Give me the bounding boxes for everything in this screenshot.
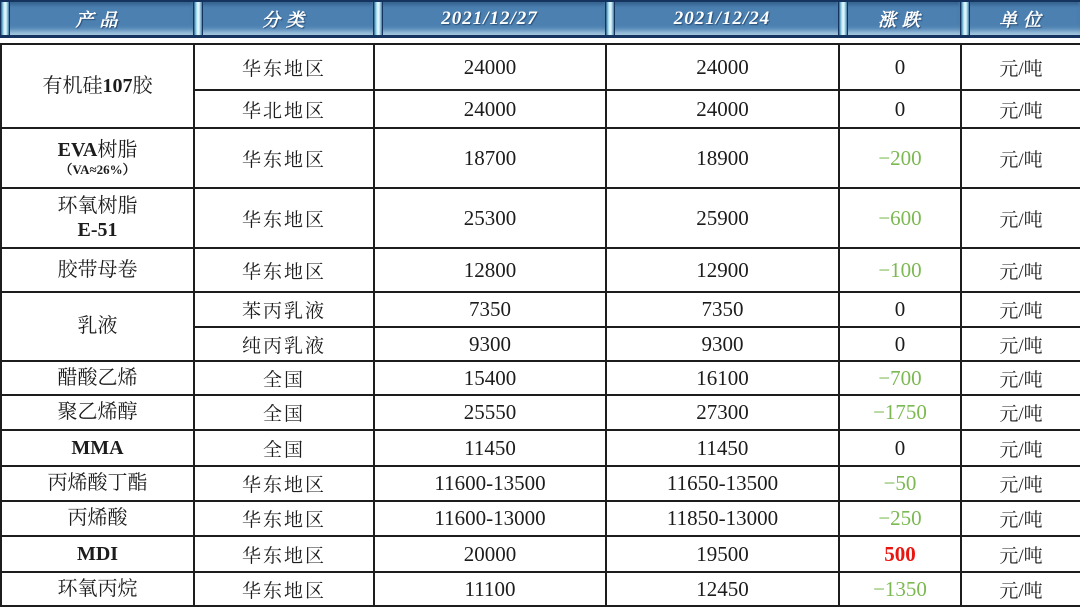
unit-cell: 元/吨	[961, 501, 1080, 536]
price-20211224-cell: 18900	[606, 128, 839, 188]
change-cell: 0	[839, 430, 961, 466]
category-cell: 华东地区	[194, 44, 374, 90]
price-20211227-cell: 11100	[374, 572, 606, 606]
change-cell: −700	[839, 361, 961, 395]
change-cell: −1350	[839, 572, 961, 606]
category-cell: 华北地区	[194, 90, 374, 128]
header-divider-bevel-icon	[0, 2, 10, 35]
price-20211224-cell: 11650-13500	[606, 466, 839, 501]
header-cell-change	[838, 0, 960, 38]
header-category-label: 分类	[262, 9, 310, 30]
category-cell: 华东地区	[194, 188, 374, 248]
price-20211227-cell: 7350	[374, 292, 606, 327]
unit-cell: 元/吨	[961, 536, 1080, 572]
table-row	[1, 361, 1080, 395]
change-cell: −600	[839, 188, 961, 248]
product-cell: 乳液	[1, 292, 194, 361]
header-unit-label: 单位	[999, 9, 1047, 30]
unit-cell: 元/吨	[961, 395, 1080, 430]
table-row	[1, 430, 1080, 466]
change-cell: 0	[839, 327, 961, 361]
unit-cell: 元/吨	[961, 361, 1080, 395]
header-change-label: 涨跌	[878, 9, 926, 30]
product-cell: 环氧丙烷	[1, 572, 194, 606]
change-cell: 0	[839, 292, 961, 327]
header-cell-date-20211224	[605, 0, 838, 38]
table-row	[1, 466, 1080, 501]
header-product-label: 产品	[75, 9, 124, 30]
price-20211224-cell: 24000	[606, 44, 839, 90]
category-cell: 全国	[194, 430, 374, 466]
table-row	[1, 395, 1080, 430]
product-cell: 胶带母卷	[1, 248, 194, 292]
header-divider-bevel-icon	[605, 2, 615, 35]
price-20211227-cell: 25550	[374, 395, 606, 430]
header-cell-product	[0, 0, 193, 38]
table-row	[1, 292, 1080, 327]
change-cell: −250	[839, 501, 961, 536]
change-cell: 0	[839, 44, 961, 90]
price-20211227-cell: 11450	[374, 430, 606, 466]
product-cell: MDI	[1, 536, 194, 572]
product-cell: 丙烯酸丁酯	[1, 466, 194, 501]
product-cell: 环氧树脂 E-51	[1, 188, 194, 248]
change-cell: −100	[839, 248, 961, 292]
price-20211224-cell: 11450	[606, 430, 839, 466]
unit-cell: 元/吨	[961, 430, 1080, 466]
price-20211224-cell: 11850-13000	[606, 501, 839, 536]
category-cell: 全国	[194, 395, 374, 430]
product-cell: MMA	[1, 430, 194, 466]
price-20211224-cell: 24000	[606, 90, 839, 128]
price-20211224-cell: 7350	[606, 292, 839, 327]
header-date2-label: 2021/12/24	[673, 7, 771, 29]
price-table	[0, 43, 1080, 607]
price-20211224-cell: 19500	[606, 536, 839, 572]
category-cell: 华东地区	[194, 248, 374, 292]
category-cell: 华东地区	[194, 572, 374, 606]
unit-cell: 元/吨	[961, 466, 1080, 501]
price-20211227-cell: 18700	[374, 128, 606, 188]
category-cell: 苯丙乳液	[194, 292, 374, 327]
price-20211224-cell: 9300	[606, 327, 839, 361]
change-cell: −50	[839, 466, 961, 501]
product-cell: 丙烯酸	[1, 501, 194, 536]
unit-cell: 元/吨	[961, 292, 1080, 327]
product-note: （VA≈26%）	[59, 161, 136, 177]
category-cell: 华东地区	[194, 466, 374, 501]
price-20211224-cell: 25900	[606, 188, 839, 248]
table-row	[1, 248, 1080, 292]
table-row	[1, 501, 1080, 536]
category-cell: 华东地区	[194, 501, 374, 536]
category-cell: 华东地区	[194, 536, 374, 572]
product-cell: 醋酸乙烯	[1, 361, 194, 395]
price-20211227-cell: 20000	[374, 536, 606, 572]
unit-cell: 元/吨	[961, 248, 1080, 292]
unit-cell: 元/吨	[961, 572, 1080, 606]
product-cell: 聚乙烯醇	[1, 395, 194, 430]
price-20211227-cell: 11600-13000	[374, 501, 606, 536]
table-row	[1, 44, 1080, 90]
price-20211227-cell: 24000	[374, 90, 606, 128]
table-row	[1, 536, 1080, 572]
price-20211227-cell: 9300	[374, 327, 606, 361]
header-cell-date-20211227	[373, 0, 605, 38]
header-divider-bevel-icon	[193, 2, 203, 35]
price-20211224-cell: 12900	[606, 248, 839, 292]
price-20211224-cell: 12450	[606, 572, 839, 606]
header-date1-label: 2021/12/27	[441, 7, 538, 29]
table-header-row	[0, 0, 1080, 38]
price-20211224-cell: 16100	[606, 361, 839, 395]
change-cell: 500	[839, 536, 961, 572]
header-cell-category	[193, 0, 373, 38]
header-divider-bevel-icon	[373, 2, 383, 35]
change-cell: −200	[839, 128, 961, 188]
unit-cell: 元/吨	[961, 188, 1080, 248]
table-row	[1, 188, 1080, 248]
product-line2: E-51	[77, 218, 118, 241]
change-cell: −1750	[839, 395, 961, 430]
price-20211227-cell: 12800	[374, 248, 606, 292]
unit-cell: 元/吨	[961, 90, 1080, 128]
price-20211227-cell: 25300	[374, 188, 606, 248]
header-cell-unit	[960, 0, 1080, 38]
category-cell: 纯丙乳液	[194, 327, 374, 361]
price-20211224-cell: 27300	[606, 395, 839, 430]
price-20211227-cell: 24000	[374, 44, 606, 90]
unit-cell: 元/吨	[961, 327, 1080, 361]
price-20211227-cell: 15400	[374, 361, 606, 395]
category-cell: 华东地区	[194, 128, 374, 188]
change-cell: 0	[839, 90, 961, 128]
product-cell: EVA树脂 （VA≈26%）	[1, 128, 194, 188]
table-row	[1, 128, 1080, 188]
table-row	[1, 572, 1080, 606]
unit-cell: 元/吨	[961, 128, 1080, 188]
header-divider-bevel-icon	[838, 2, 848, 35]
product-cell: 有机硅107胶	[1, 44, 194, 128]
header-divider-bevel-icon	[960, 2, 970, 35]
category-cell: 全国	[194, 361, 374, 395]
price-20211227-cell: 11600-13500	[374, 466, 606, 501]
unit-cell: 元/吨	[961, 44, 1080, 90]
